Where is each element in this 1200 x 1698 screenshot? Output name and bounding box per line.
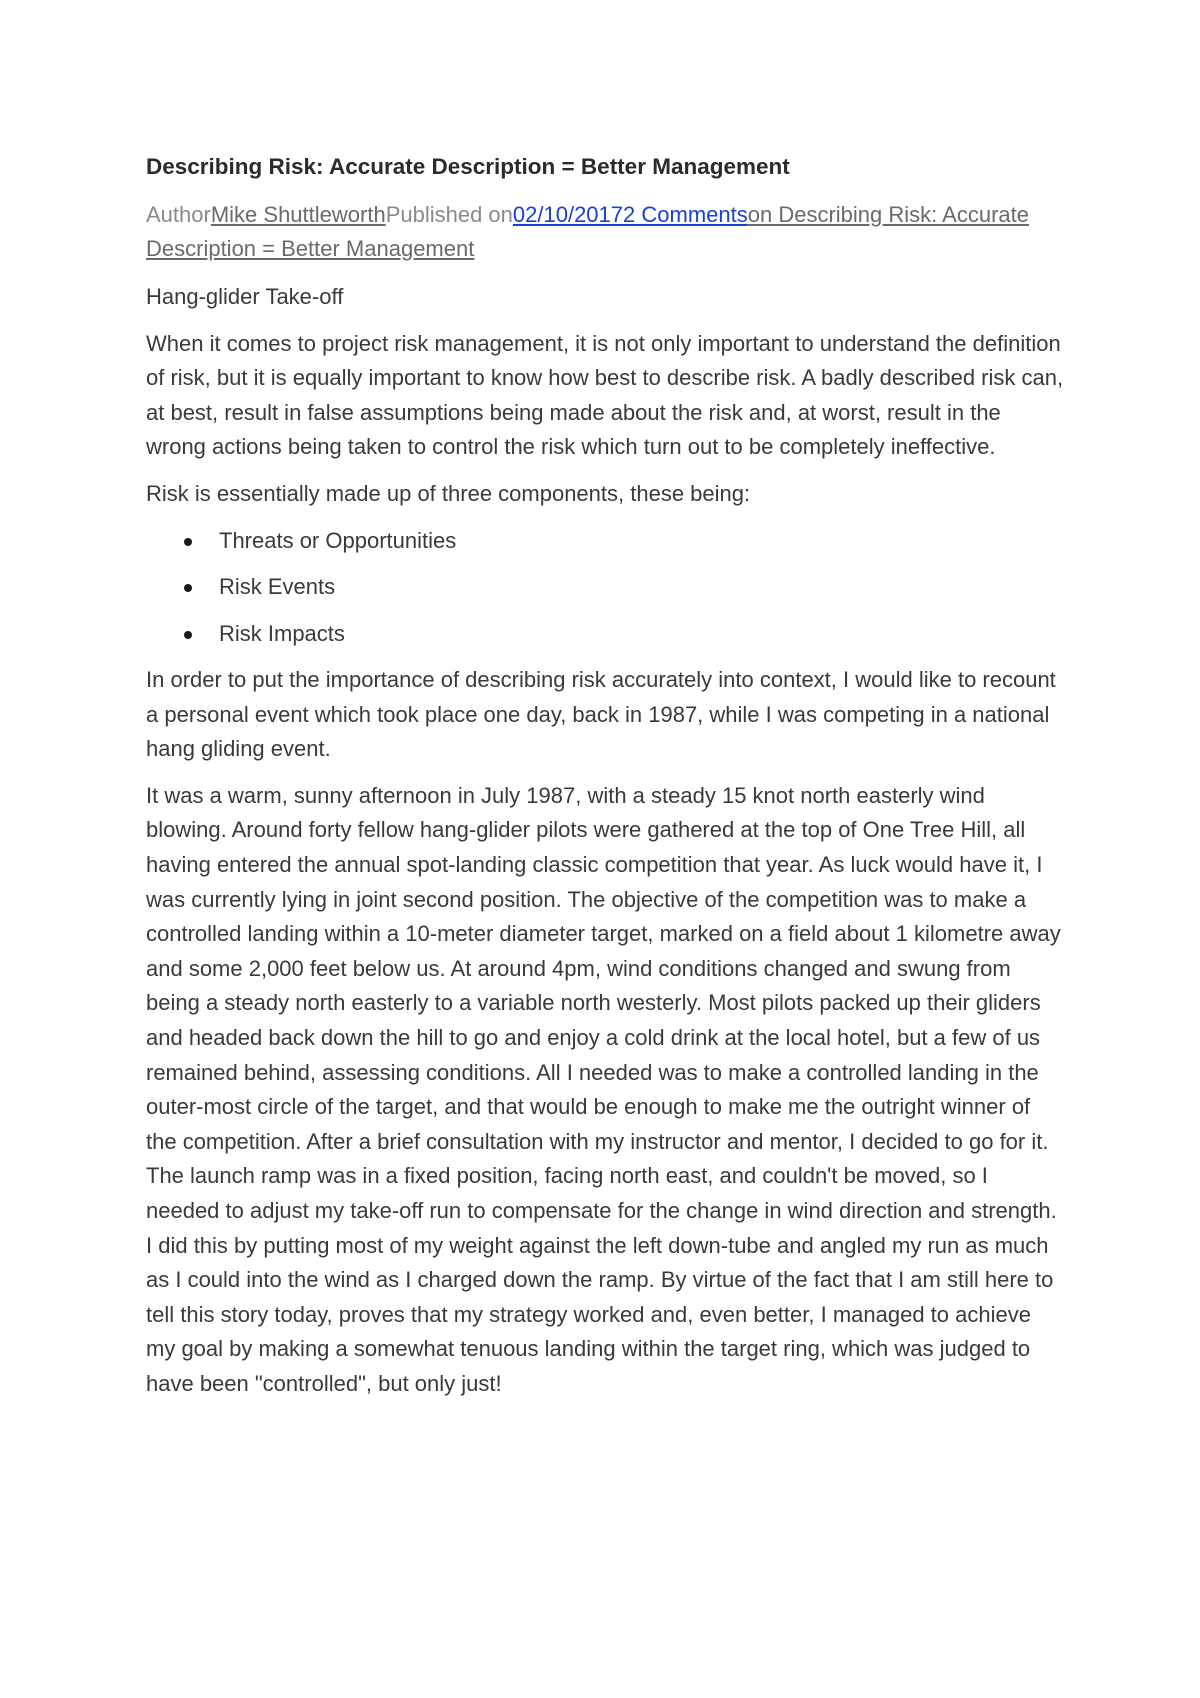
date-link[interactable]: 02/10/2017 [512, 202, 624, 227]
paragraph-components: Risk is essentially made up of three components, these being: [146, 480, 751, 506]
list-item-text: Risk Impacts [219, 620, 345, 646]
list-item [146, 617, 1064, 651]
comments-link[interactable]: 2 Comments [623, 202, 748, 227]
document-page [146, 150, 1064, 1414]
article-title: Describing Risk: Accurate Description = Better Management [146, 154, 790, 179]
article-meta [146, 198, 1064, 266]
paragraph-intro: When it comes to project risk management, it is not only important to understand the definition of risk, but it is equally important to know how best to describe risk. A badly described risk can, at best, result in false assumptions being made about the risk and, at worst, result in the wrong actions being taken to control the risk which turn out to be completely ineffective. [146, 330, 1064, 460]
paragraph-story: It was a warm, sunny afternoon in July 1987, with a steady 15 knot north easterly wind blowing. Around forty fellow hang-glider pilots were gathered at the top of One Tree Hill, all having entered the annual spot-landing classic competition that year. As luck would have it, I was currently lying in joint second position. The objective of the competition was to make a controlled landing within a 10-meter diameter target, marked on a field about 1 kilometre away and some 2,000 feet below us. At around 4pm, wind conditions changed and swung from being a steady north easterly to a variable north westerly. Most pilots packed up their gliders and headed back down the hill to go and enjoy a cold drink at the local hotel, but a few of us remained behind, assessing conditions. All I needed was to make a controlled landing in the outer-most circle of the target, and that would be enough to make me the outright winner of the competition. After a brief consultation with my instructor and mentor, I decided to go for it. The launch ramp was in a fixed position, facing north east, and couldn't be moved, so I needed to adjust my take-off run to compensate for the change in wind direction and strength. I did this by putting most of my weight against the left down-tube and angled my run as much as I could into the wind as I charged down the ramp. By virtue of the fact that I am still here to tell this story today, proves that my strategy worked and, even better, I managed to achieve my goal by making a somewhat tenuous landing within the target ring, which was judged to have been "controlled", but only just! [146, 782, 1061, 1396]
bullet-icon [184, 538, 192, 546]
list-item [146, 524, 1064, 558]
bullet-icon [184, 631, 192, 639]
post-title: Accurate Description = Better Management [146, 202, 1029, 261]
list-item-text: Threats or Opportunities [219, 527, 457, 553]
subtitle: Hang-glider Take-off [146, 284, 344, 309]
author-label: Author [146, 202, 211, 227]
author-link[interactable]: Mike Shuttleworth [210, 202, 386, 227]
paragraph-context: In order to put the importance of describing risk accurately into context, I would like to recount a personal event which took place one day, back in 1987, while I was competing in a national hang gliding event. [146, 667, 1056, 762]
list-item [146, 570, 1064, 604]
components-list [146, 524, 1064, 651]
published-label: Published on [385, 202, 513, 227]
list-item-text: Risk Events [219, 574, 336, 600]
bullet-icon [184, 584, 192, 592]
on-label: on Describing Risk: [747, 202, 943, 227]
